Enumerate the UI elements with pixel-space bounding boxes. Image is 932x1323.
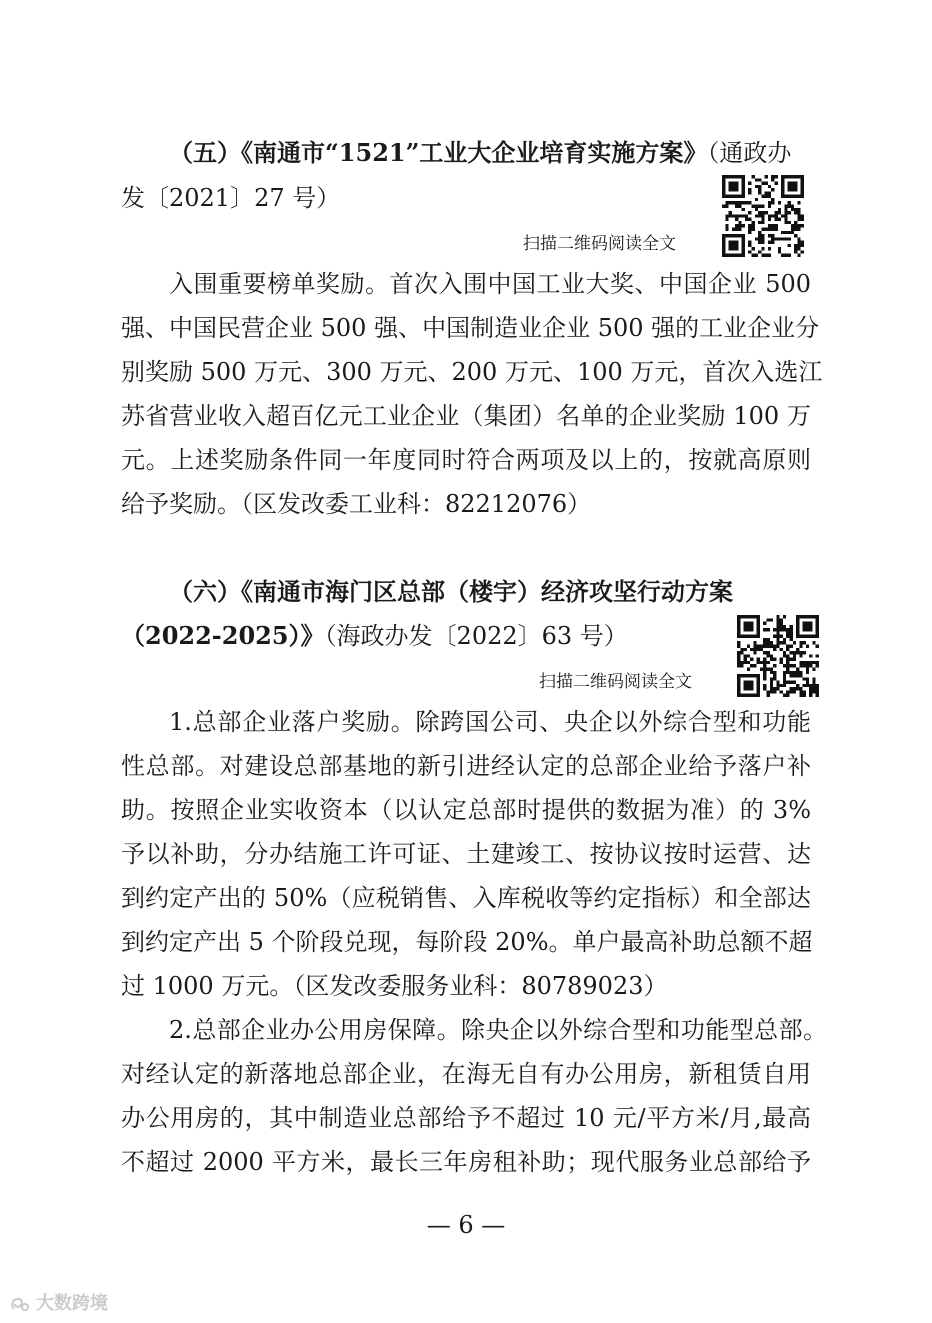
body-line: 对经认定的新落地总部企业，在海无自有办公用房，新租赁自用 bbox=[121, 1060, 811, 1088]
section5-heading-line2: 发〔2021〕27 号） bbox=[121, 184, 341, 212]
section6-heading-line2 bbox=[121, 620, 628, 652]
body-line: 助。按照企业实收资本（以认定总部时提供的数据为准）的 3% bbox=[121, 796, 811, 824]
body-line: 元。上述奖励条件同一年度同时符合两项及以上的，按就高原则 bbox=[121, 446, 811, 474]
body-line: 予以补助，分办结施工许可证、土建竣工、按协议按时运营、达 bbox=[121, 840, 811, 868]
body-line: 给予奖励。（区发改委工业科：82212076） bbox=[121, 490, 592, 518]
body-line: 苏省营业收入超百亿元工业企业（集团）名单的企业奖励 100 万 bbox=[121, 402, 811, 430]
section6-heading-docno: （海政办发〔2022〕63 号） bbox=[324, 622, 628, 650]
qr-code-section6[interactable] bbox=[737, 615, 819, 697]
body-line: 过 1000 万元。（区发改委服务业科：80789023） bbox=[121, 972, 668, 1000]
watermark-logo-icon bbox=[10, 1295, 32, 1313]
watermark bbox=[10, 1293, 108, 1315]
qr-code-icon bbox=[722, 175, 804, 257]
body-line: 不超过 2000 平方米，最长三年房租补助；现代服务业总部给予 bbox=[121, 1148, 811, 1176]
section5-heading-suffix: （通政办 bbox=[707, 139, 792, 167]
section6-heading-line1: （六）《南通市海门区总部（楼宇）经济攻坚行动方案 bbox=[169, 577, 733, 606]
body-line: 2.总部企业办公用房保障。除央企以外综合型和功能型总部。 bbox=[169, 1016, 827, 1044]
body-line: 性总部。对建设总部基地的新引进经认定的总部企业给予落户补 bbox=[121, 752, 811, 780]
body-line: 1.总部企业落户奖励。除跨国公司、央企以外综合型和功能 bbox=[169, 708, 811, 736]
section5-heading-line1 bbox=[169, 137, 791, 169]
body-line: 别奖励 500 万元、300 万元、200 万元、100 万元，首次入选江 bbox=[121, 358, 823, 386]
body-line: 入围重要榜单奖励。首次入围中国工业大奖、中国企业 500 bbox=[169, 270, 811, 298]
body-line: 强、中国民营企业 500 强、中国制造业企业 500 强的工业企业分 bbox=[121, 314, 820, 342]
section5-heading-title: （五）《南通市“1521”工业大企业培育实施方案》 bbox=[169, 138, 708, 167]
watermark-text: 大数跨境 bbox=[36, 1293, 108, 1314]
qr-code-section5[interactable] bbox=[722, 175, 804, 257]
body-line: 到约定产出 5 个阶段兑现，每阶段 20%。单户最高补助总额不超 bbox=[121, 928, 813, 956]
body-line: 到约定产出的 50%（应税销售、入库税收等约定指标）和全部达 bbox=[121, 884, 811, 912]
body-line: 办公用房的，其中制造业总部给予不超过 10 元/平方米/月,最高 bbox=[121, 1104, 811, 1132]
page-number: — 6 — bbox=[426, 1211, 506, 1239]
section6-heading-years: （2022-2025）》 bbox=[121, 621, 325, 650]
section6-qr-caption: 扫描二维码阅读全文 bbox=[539, 672, 692, 692]
section5-qr-caption: 扫描二维码阅读全文 bbox=[523, 234, 676, 254]
qr-code-icon bbox=[737, 615, 819, 697]
